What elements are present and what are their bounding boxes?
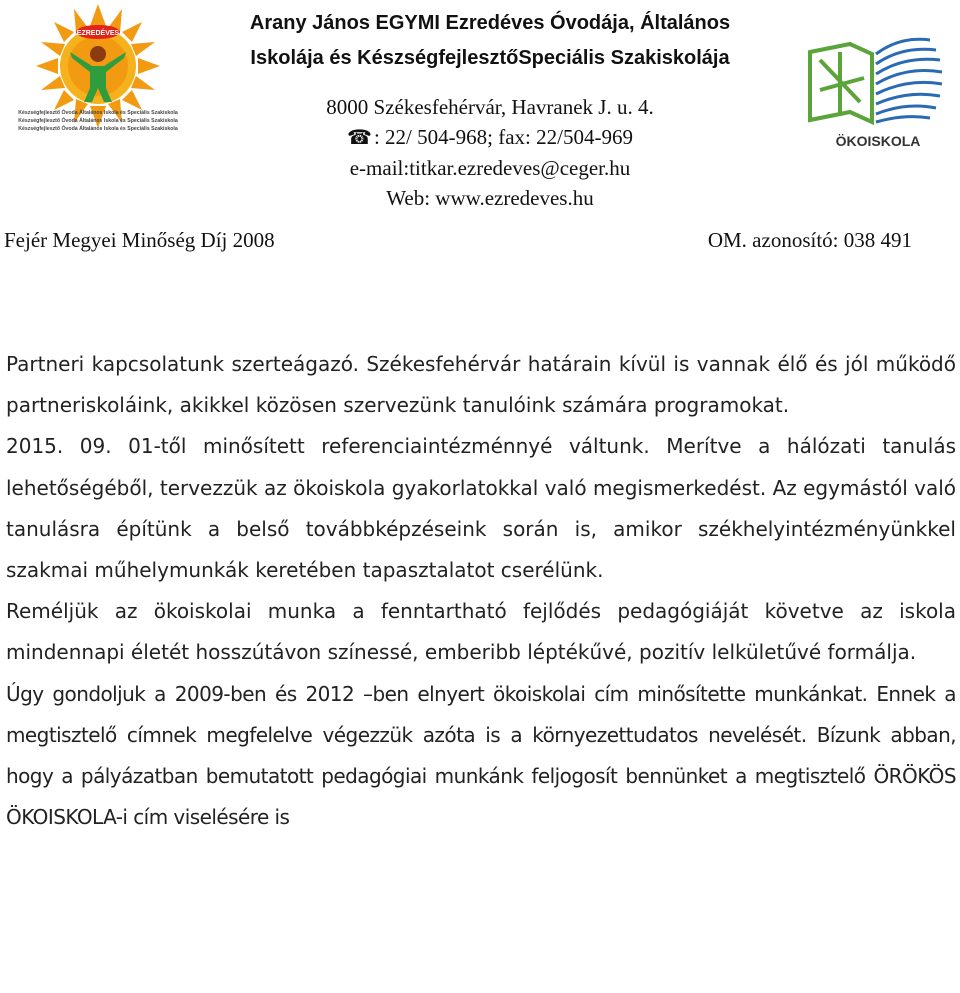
paragraph-hope: Reméljük az ökoiskolai munka a fenntartható fejlődés pedagógiáját követve az iskola mindennapi életét hosszútávon színessé, emberibb léptékűvé, pozitív lelkületűvé formálja. — [6, 599, 956, 665]
telephone-icon: ☎ — [347, 127, 372, 149]
contact-block — [200, 92, 780, 213]
school-name-line2: Iskolája és KészségfejlesztőSpeciális Szakiskolája — [250, 47, 730, 69]
paragraph-award-title: Úgy gondoljuk a 2009-ben és 2012 –ben elnyert ökoiskolai cím minősítette munkánkat. Ennek a megtisztelő címnek megfelelve végezzük azóta is a környezettudatos nevelését. Bízunk abban, hogy a pályázatban bemutatott pedagógiai munkánk feljogosít bennünket a megtisztelő ÖRÖKÖS ÖKOISKOLA-i cím viselésére is — [6, 681, 956, 830]
paragraph-reference: 2015. 09. 01-től minősített referenciaintézménnyé váltunk. Merítve a hálózati tanulás lehetőségéből, tervezzük az ökoiskola gyakorlatokkal való megismerkedést. Az egymástól való tanulásra építünk a belső továbbképzéseink során is, amikor székhelyintézményünkkel szakmai műhelymunkák keretében tapasztalatot cserélünk. — [6, 434, 956, 583]
school-name — [200, 6, 780, 76]
om-identifier: OM. azonosító: 038 491 — [707, 228, 912, 252]
logo-caption-line2: Készségfejlesztő Óvoda Általános Iskola és Speciális Szakiskola — [18, 118, 178, 124]
ezredeves-sun-logo — [8, 4, 190, 134]
school-name-line1: Arany János EGYMI Ezredéves Óvodája, Általános — [249, 12, 731, 34]
logo-caption-line3: Készségfejlesztő Óvoda Általános Iskola és Speciális Szakiskola — [18, 126, 178, 132]
badge-text: EZREDÉVES — [76, 30, 120, 37]
logo-caption-line1: Készségfejlesztő Óvoda Általános Iskola és Speciális Szakiskola — [18, 110, 178, 116]
website: Web: www.ezredeves.hu — [386, 186, 594, 210]
address: 8000 Székesfehérvár, Havranek J. u. 4. — [326, 95, 654, 119]
email: e-mail:titkar.ezredeves@ceger.hu — [349, 156, 631, 180]
phone-line — [200, 122, 780, 153]
book-logo-graphic — [790, 30, 960, 155]
okoiskola-label: ÖKOISKOLA — [835, 133, 921, 149]
paragraph-partners: Partneri kapcsolatunk szerteágazó. Székesfehérvár határain kívül is vannak élő és jól működő partneriskoláink, akikkel közösen szervezünk tanulóink számára programokat. — [6, 352, 956, 418]
main-text — [6, 344, 956, 838]
quality-award: Fejér Megyei Minőség Díj 2008 — [4, 228, 275, 252]
letterhead — [0, 0, 960, 270]
okoiskola-book-logo — [790, 30, 960, 155]
phone-fax: : 22/ 504-968; fax: 22/504-969 — [373, 125, 633, 149]
sun-logo-graphic — [8, 4, 190, 134]
